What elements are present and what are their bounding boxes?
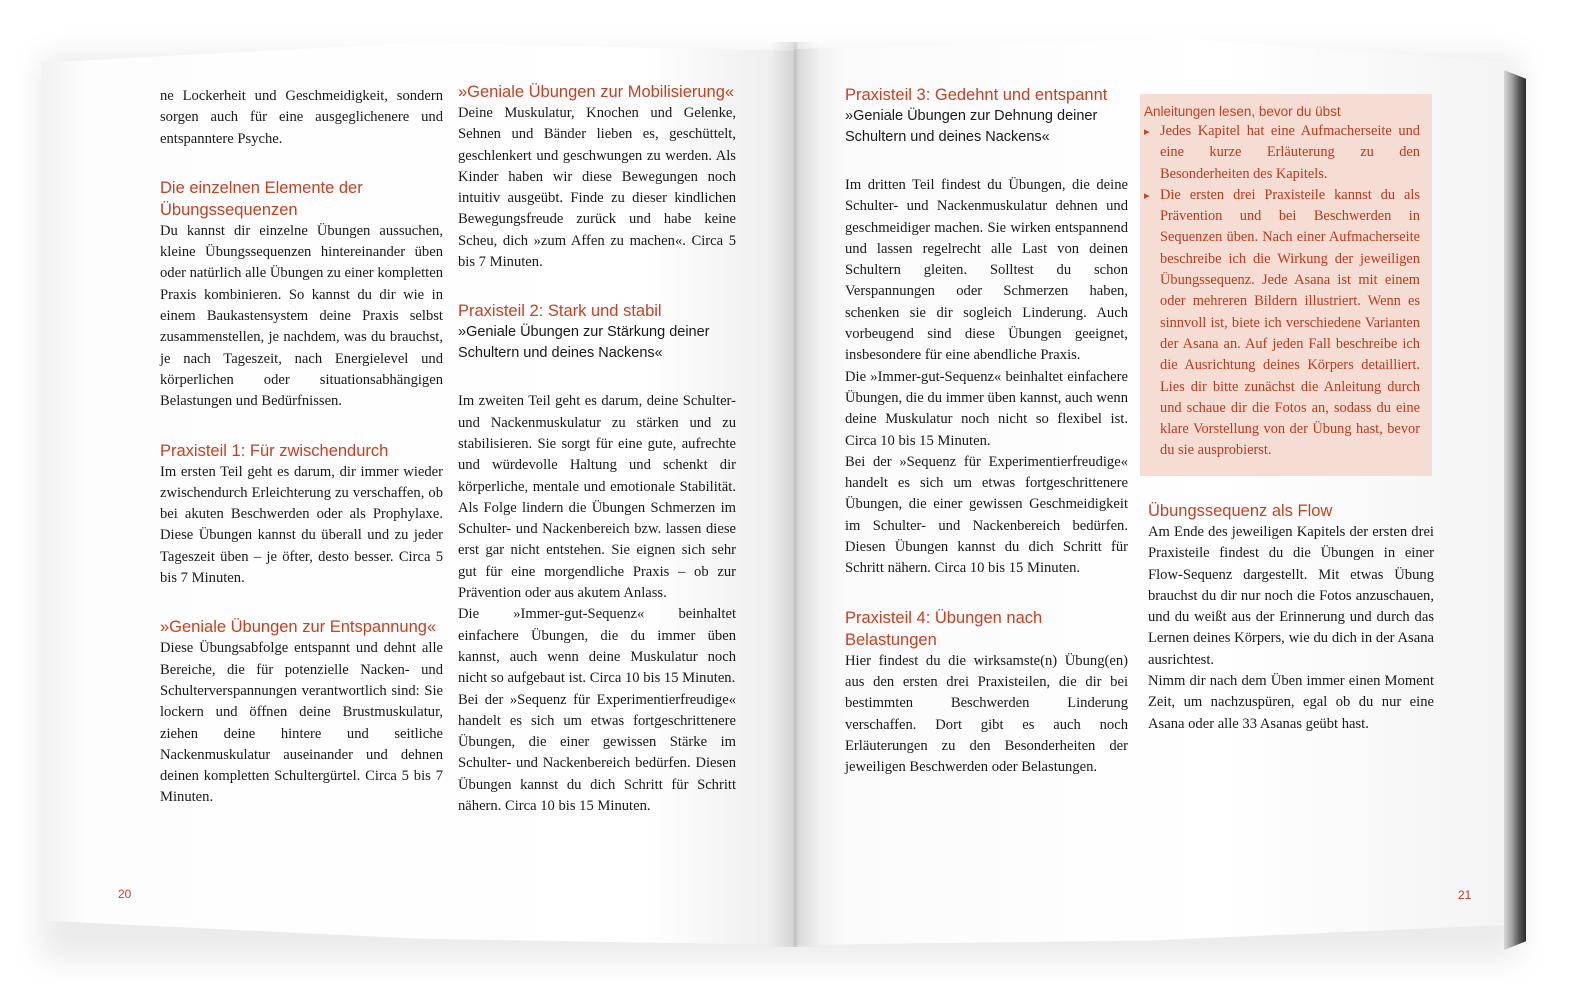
intro-paragraph: ne Lockerheit und Geschmeidigkeit, sondern sorgen auch für eine ausgeglichenere und entspanntere Psyche. <box>160 88 443 147</box>
paragraph-flow: Am Ende des jeweiligen Kapitels der ersten drei Praxisteile findest du die Übungen in einer Flow-Sequenz dargestellt. Mit etwas Übung brauchst du dir nur noch die Fotos anzuschauen, und du weißt aus der Erinnerung und durch das Lernen deines Körpers, wie du dich in der Asana ausrichtest. <box>1148 524 1434 668</box>
left-column-1 <box>160 86 443 809</box>
subheading-praxis-2: »Geniale Übungen zur Stärkung deiner Schultern und deines Nackens« <box>458 324 710 362</box>
page-edge <box>1504 70 1526 950</box>
paragraph-moment: Nimm dir nach dem Üben immer einen Moment Zeit, um nachzuspüren, egal ob du nur eine Asana oder alle 33 Asanas geübt hast. <box>1148 673 1434 732</box>
page-number-left: 20 <box>118 887 132 901</box>
paragraph-experimentier-left: Bei der »Sequenz für Experimentierfreudige« handelt es sich um etwas fortgeschrittenere Übungen, die einer gewissen Stärke im Schulter- und Nackenbereich bedürfen. Diesen Übungen kannst du dich Schritt für Schritt nähern. Circa 10 bis 15 Minuten. <box>458 691 736 815</box>
triangle-right-icon: ▸ <box>1144 125 1150 138</box>
heading-mobilisierung: »Geniale Übungen zur Mobilisierung« <box>458 83 735 101</box>
info-box <box>1140 94 1432 476</box>
info-box-list <box>1144 121 1420 462</box>
heading-entspannung: »Geniale Übungen zur Entspannung« <box>160 618 437 637</box>
heading-flow: Übungssequenz als Flow <box>1148 502 1333 520</box>
paragraph-immer-gut-right: Die »Immer-gut-Sequenz« beinhaltet einfachere Übungen, die du immer üben kannst, auch wenn deine Muskulatur noch nicht so flexibel ist. Circa 10 bis 15 Minuten. <box>845 368 1128 449</box>
page-number-right: 21 <box>1458 888 1472 902</box>
left-column-2 <box>458 81 736 817</box>
paragraph-immer-gut-left: Die »Immer-gut-Sequenz« beinhaltet einfachere Übungen, die du immer üben kannst, auch wenn deine Muskulatur noch nicht so aufgebaut ist. Circa 10 bis 15 Minuten. <box>458 606 736 687</box>
paragraph-praxis-3: Im dritten Teil findest du Übungen, die deine Schulter- und Nackenmuskulatur dehnen und geschmeidiger machen. Sie wirken entspannend und lassen regelrecht alle Last von deinen Schultern gleiten. Solltest du schon Verspannungen oder Schmerzen haben, schenken sie dir sogleich Linderung. Auch vorbeugend sind diese Übungen geeignet, insbesondere für eine abendliche Praxis. <box>845 177 1128 364</box>
subheading-praxis-3: »Geniale Übungen zur Dehnung deiner Schultern und deines Nackens« <box>845 108 1098 145</box>
heading-praxis-4: Praxisteil 4: Übungen nach Belastungen <box>845 608 1043 649</box>
heading-praxis-2: Praxisteil 2: Stark und stabil <box>458 302 662 321</box>
paragraph-praxis-4: Hier findest du die wirksamste(n) Übung(en) aus den ersten drei Praxisteilen, die dir bei bestimmten Beschwerden Linderung verschaffen. Dort gibt es auch noch Erläuterungen zu den Besonderheiten der jeweiligen Beschwerden oder Belastungen. <box>845 652 1128 776</box>
paragraph-entspannung: Diese Übungsabfolge entspannt und dehnt alle Bereiche, die für potenzielle Nacken- und Schulterverspannungen verantwortlich sind: Sie lockern und öffnen deine Brustmuskulatur, ziehen deine hintere und seitliche Nackenmuskulatur auseinander und dehnen deinen kompletten Schultergürtel. Circa 5 bis 7 Minuten. <box>160 640 443 806</box>
paragraph-praxis-2: Im zweiten Teil geht es darum, deine Schulter- und Nackenmuskulatur zu stärken und zu stabilisieren. Sie sorgt für eine gute, aufrechte und würdevolle Haltung und schenkt dir körperliche, mentale und emotionale Stabilität. Als Folge lindern die Übungen Schmerzen im Schulter- und Nackenbereich bzw. lassen diese erst gar nicht entstehen. Sie eignen sich sehr gut für eine morgendliche Praxis – ob zur Prävention oder aus akutem Anlass. <box>458 393 736 602</box>
heading-praxis-1: Praxisteil 1: Für zwischendurch <box>160 441 389 460</box>
paragraph-mobilisierung: Deine Muskulatur, Knochen und Gelenke, Sehnen und Bänder lieben es, geschüttelt, geschlenkert und geschwungen zu werden. Als Kinder haben wir diese Bewegungen noch intuitiv ausgeübt. Finde zu dieser kindlichen Bewegungsfreude zurück und habe keine Scheu, dich »zum Affen zu machen«. Circa 5 bis 7 Minuten. <box>458 105 736 271</box>
paragraph-elements: Du kannst dir einzelne Übungen aussuchen, kleine Übungssequenzen hintereinander üben oder natürlich alle Übungen zu einer kompletten Praxis kombinieren. So kannst du dir wie in einem Baukastensystem deine Praxis selbst zusammenstellen, je nachdem, was du brauchst, je nach Tageszeit, nach Energielevel und körperlichen oder situationsabhängigen Belastungen und Bedürfnissen. <box>160 222 443 410</box>
heading-praxis-3: Praxisteil 3: Gedehnt und entspannt <box>845 86 1108 104</box>
info-box-item: ▸ Jedes Kapitel hat eine Aufmacherseite und eine kurze Erläuterung zu den Besonderheiten des Kapitels. <box>1144 123 1420 182</box>
paragraph-experimentier-right: Bei der »Sequenz für Experimentierfreudige« handelt es sich um etwas fortgeschrittenere Übungen, die einer gewissen Geschmeidigkeit im Schulter- und Nackenbereich bedürfen. Diesen Übungen kannst du dich Schritt für Schritt nähern. Circa 10 bis 15 Minuten. <box>845 453 1128 577</box>
triangle-right-icon: ▸ <box>1144 188 1150 202</box>
right-column-1 <box>845 84 1128 778</box>
info-box-title: Anleitungen lesen, bevor du übst <box>1144 104 1341 119</box>
book-gutter <box>770 42 820 947</box>
right-column-2 <box>1148 500 1434 735</box>
info-box-item: ▸ Die ersten drei Praxisteile kannst du als Prävention und bei Beschwerden in Sequenzen üben. Nach einer Aufmacherseite beschreibe ich die Wirkung der jeweiligen Übungssequenz. Jede Asana ist mit einem oder mehreren Bildern illustriert. Wenn es sinnvoll ist, biete ich verschiedene Varianten der Asana an. Auf jeden Fall beschreibe ich die Ausrichtung deines Körpers detailliert. Lies dir bitte zunächst die Anleitung durch und schaue dir die Fotos an, sodass du eine klare Vorstellung von der Übung hast, bevor du sie ausprobierst. <box>1144 186 1420 459</box>
paragraph-praxis-1: Im ersten Teil geht es darum, dir immer wieder zwischendurch Erleichterung zu verschaffen, ob bei akuten Beschwerden oder als Prophylaxe. Diese Übungen kannst du überall und zu jeder Tageszeit üben – je öfter, desto besser. Circa 5 bis 7 Minuten. <box>160 463 443 587</box>
heading-elements: Die einzelnen Elemente der Übungssequenzen <box>160 178 363 219</box>
